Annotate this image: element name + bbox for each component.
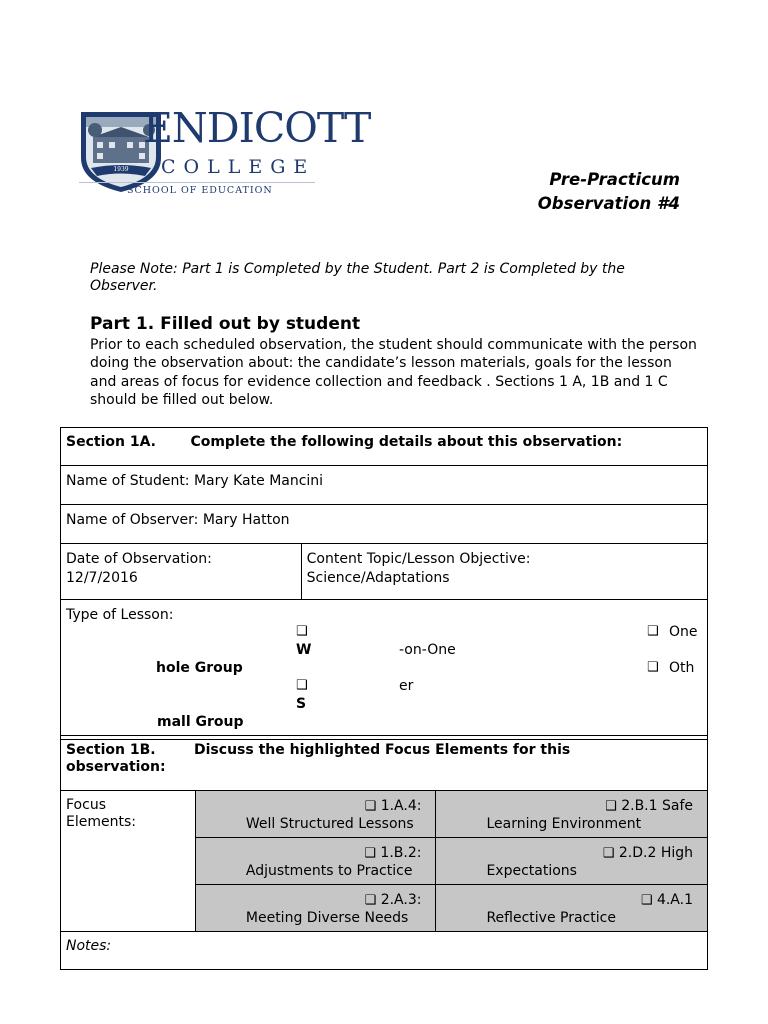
focus-code: 2.B.1 Safe — [621, 798, 693, 814]
section-1a-label: Section 1A. — [66, 434, 156, 450]
checkbox-icon[interactable]: ❑ — [364, 893, 377, 908]
observation-date-field[interactable] — [61, 544, 302, 600]
notes-field[interactable]: Notes: — [61, 932, 708, 970]
focus-element-1b2[interactable] — [195, 838, 436, 885]
section-1a-table — [60, 427, 708, 740]
whole-group-label: hole Group — [156, 660, 243, 676]
date-label: Date of Observation: — [66, 551, 212, 567]
other-checkbox[interactable]: ❑ — [647, 660, 659, 675]
focus-element-4a1[interactable] — [436, 885, 708, 932]
one-on-one-label: One — [669, 624, 698, 640]
lesson-type-cell — [61, 600, 708, 740]
focus-text: Learning Environment — [486, 816, 642, 832]
topic-label: Content Topic/Lesson Objective: — [306, 551, 531, 567]
date-value: 12/7/2016 — [66, 570, 138, 586]
one-on-one-checkbox[interactable]: ❑ — [647, 624, 659, 639]
focus-elements-label-cell — [61, 791, 196, 932]
logo-college: COLLEGE — [161, 156, 316, 178]
focus-label-2: Elements: — [66, 814, 136, 830]
focus-code: 4.A.1 — [656, 892, 693, 908]
checkbox-icon[interactable]: ❑ — [364, 799, 377, 814]
lesson-type-label: Type of Lesson: — [66, 607, 174, 623]
logo-divider — [79, 182, 315, 183]
lesson-topic-field[interactable] — [301, 544, 707, 600]
section-1b-label: Section 1B. — [66, 742, 156, 758]
title-line-2: Observation #4 — [537, 194, 680, 213]
checkbox-icon[interactable]: ❑ — [640, 893, 653, 908]
focus-code: 1.A.4: — [380, 798, 422, 814]
small-group-letter: S — [296, 696, 307, 712]
focus-element-1a4[interactable] — [195, 791, 436, 838]
title-line-1: Pre-Practicum — [549, 170, 680, 189]
focus-element-2a3[interactable] — [195, 885, 436, 932]
part1-heading: Part 1. Filled out by student — [90, 314, 361, 334]
section-1b-title-cont: observation: — [66, 759, 166, 775]
whole-group-checkbox[interactable]: ❑ — [296, 624, 308, 639]
section-1b-header — [61, 736, 708, 791]
focus-text: Adjustments to Practice — [245, 863, 413, 879]
small-group-label: mall Group — [157, 714, 244, 730]
focus-element-2b1[interactable] — [436, 791, 708, 838]
section-1b-table — [60, 735, 708, 970]
instruction-note: Please Note: Part 1 is Completed by the Student. Part 2 is Completed by the Observer. — [90, 261, 625, 294]
endicott-college-logo — [79, 104, 371, 198]
focus-code: 2.A.3: — [380, 892, 422, 908]
topic-value: Science/Adaptations — [306, 570, 450, 586]
focus-label-1: Focus — [66, 797, 106, 813]
whole-group-letter: W — [296, 642, 312, 658]
focus-code: 2.D.2 High — [618, 845, 693, 861]
checkbox-icon[interactable]: ❑ — [364, 846, 376, 861]
part1-instructions: Prior to each scheduled observation, the student should communicate with the person doing the observation about: the candidate’s lesson materials, goals for the lesson and areas of focus for evidence collection and feedback . Sections 1 A, 1B and 1 C should be filled out below. — [90, 337, 697, 408]
small-group-checkbox[interactable]: ❑ — [296, 678, 308, 693]
focus-text: Well Structured Lessons — [245, 816, 414, 832]
focus-text: Meeting Diverse Needs — [245, 910, 409, 926]
section-1a-title: Complete the following details about this observation: — [190, 434, 623, 450]
observer-name-field[interactable]: Name of Observer: Mary Hatton — [61, 505, 708, 544]
page-title — [480, 168, 680, 216]
other-text: er — [399, 678, 414, 694]
focus-text: Expectations — [486, 863, 577, 879]
section-1b-title: Discuss the highlighted Focus Elements for this — [194, 742, 571, 758]
checkbox-icon[interactable]: ❑ — [602, 846, 615, 861]
section-1a-header — [61, 428, 708, 466]
focus-element-2d2[interactable] — [436, 838, 708, 885]
focus-text: Reflective Practice — [486, 910, 616, 926]
student-name-field[interactable]: Name of Student: Mary Kate Mancini — [61, 466, 708, 505]
checkbox-icon[interactable]: ❑ — [605, 799, 617, 814]
crest-year: 1939 — [113, 166, 129, 173]
logo-school: SCHOOL OF EDUCATION — [127, 185, 273, 196]
focus-code: 1.B.2: — [380, 845, 422, 861]
one-on-one-text: -on-One — [399, 642, 456, 658]
other-label: Oth — [669, 660, 695, 676]
logo-name: ENDICOTT — [143, 104, 371, 152]
